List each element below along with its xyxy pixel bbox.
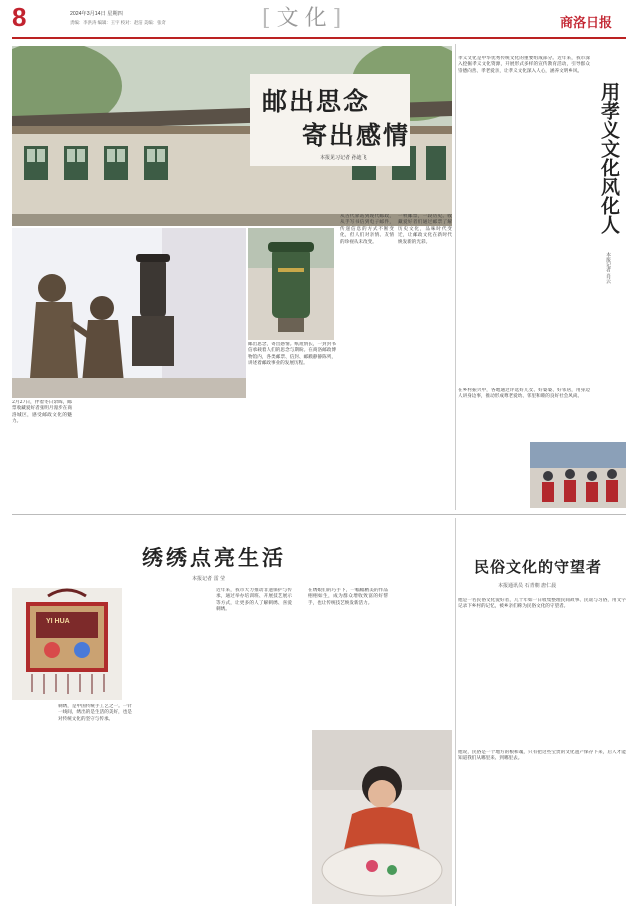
- mailbox-illustration: [248, 228, 334, 340]
- article-col4: 一枚邮票，一段历史。收藏爱好者们通过邮票了解历史文化，品味时代变迁，让邮政文化在新时代焕发新的光彩。: [398, 214, 452, 245]
- article-title-line1: 邮出思念: [262, 87, 371, 116]
- embroidery-bag-photo: [12, 588, 122, 700]
- section-title: [文化]: [262, 6, 348, 31]
- article-embroidery: [12, 518, 452, 908]
- statue-photo: [12, 228, 246, 398]
- article-lead: 2月27日，伴着冬日余晖，邮票收藏爱好者张明月漫步在商洛城区，感受邮政文化的魅力。: [12, 400, 72, 425]
- filial-body3: [458, 442, 526, 508]
- section-separator: [12, 514, 626, 515]
- filial-body2: 在乡村振兴中，各地通过评选好儿女、好婆婆、好邻居，用身边人讲身边事，推动形成尊老爱幼、邻里和睦的良好社会风尚。: [458, 388, 590, 400]
- newspaper-logo: 商洛日报: [560, 15, 613, 30]
- embroidery-col4: [136, 704, 306, 904]
- folk-body: 他是一名民俗文化爱好者，几十年如一日收集整理民间故事、民谣与习俗，用文字记录下乡村的记忆，被乡亲们称为民俗文化的守望者。: [458, 598, 626, 610]
- filial-title: 用孝义文化风化人: [598, 82, 620, 234]
- article-col1b: [76, 400, 246, 508]
- embroidery-col3: 在绣娘们的巧手下，一幅幅精美的作品栩栩如生，成为群众增收致富的好帮手，也让传统技艺焕发新活力。: [308, 588, 388, 606]
- column-divider-lower: [455, 518, 456, 906]
- date-line: 2024年3月14日 星期四: [70, 11, 123, 17]
- column-divider: [455, 44, 456, 510]
- mailbox-photo: [248, 228, 334, 340]
- embroidery-col2: 近年来，我市大力推动非遗保护与传承，通过举办培训班、开展技艺展示等方式，让更多的人了解刺绣、喜爱刺绣。: [216, 588, 292, 613]
- article-folk: [458, 518, 626, 908]
- embroidery-col1a: [126, 588, 206, 704]
- filial-photo: [530, 442, 626, 508]
- embroiderer-illustration: [312, 730, 452, 904]
- article-filial: [458, 42, 626, 510]
- article-mail: [12, 42, 452, 510]
- title-box: [250, 74, 410, 166]
- embroidery-col1: 刺绣，是中国传统手工艺之一。一针一线间，绣出的是生活的美好，也是对传统文化的坚守与传承。: [58, 704, 132, 722]
- folk-title: 民俗文化的守望者: [474, 558, 603, 576]
- embroidery-bag-text: YI HUA: [46, 618, 70, 625]
- article-title-line2: 寄出感情: [302, 121, 411, 150]
- section-name: 文化: [276, 6, 333, 31]
- filial-event-illustration: [530, 442, 626, 508]
- editor-line: 责编：李洪涛 编辑：王宇 校对：赵洁 美编：张奇: [70, 20, 166, 25]
- masthead: [0, 0, 638, 40]
- embroidery-title: 绣绣点亮生活: [142, 545, 286, 570]
- masthead-rule: [12, 37, 626, 39]
- folk-body2: 他说，民俗是一个地方的根和魂，只有把这些宝贵的文化遗产保存下来，后人才能知道我们从哪里来、到哪里去。: [458, 750, 626, 762]
- article-col3: 从古代驿站到现代邮政，从手写书信到电子邮件，传递信息的方式不断变化，但人们对亲情、友情的珍视从未改变。: [340, 214, 394, 245]
- filial-byline: 本报记者 肖云: [605, 252, 611, 284]
- embroiderer-photo: [312, 730, 452, 904]
- article-byline: 本报见习记者 孙迪飞: [320, 155, 367, 161]
- postman-statue-illustration: [12, 228, 246, 398]
- filial-body: 孝义文化是中华优秀传统文化的重要组成部分。近年来，我市深入挖掘孝义文化资源，开展形式多样的宣传教育活动，引导群众崇德向善、孝老爱亲，让孝义文化深入人心，涵养文明乡风。: [458, 56, 590, 74]
- embroidery-bag-illustration: [12, 588, 122, 700]
- folk-byline: 本报通讯员 石青朝 唐仁晨: [498, 583, 557, 589]
- embroidery-byline: 本报记者 雷 莹: [192, 576, 226, 582]
- page-number: 8: [12, 2, 27, 32]
- article-col2: 邮出思念，寄出感情。纸短情长，一封封书信承载着人们的思念与期盼。在商洛邮政博物馆内，各类邮票、信封、邮戳静静陈列，讲述着邮政事业的发展历程。: [248, 342, 336, 367]
